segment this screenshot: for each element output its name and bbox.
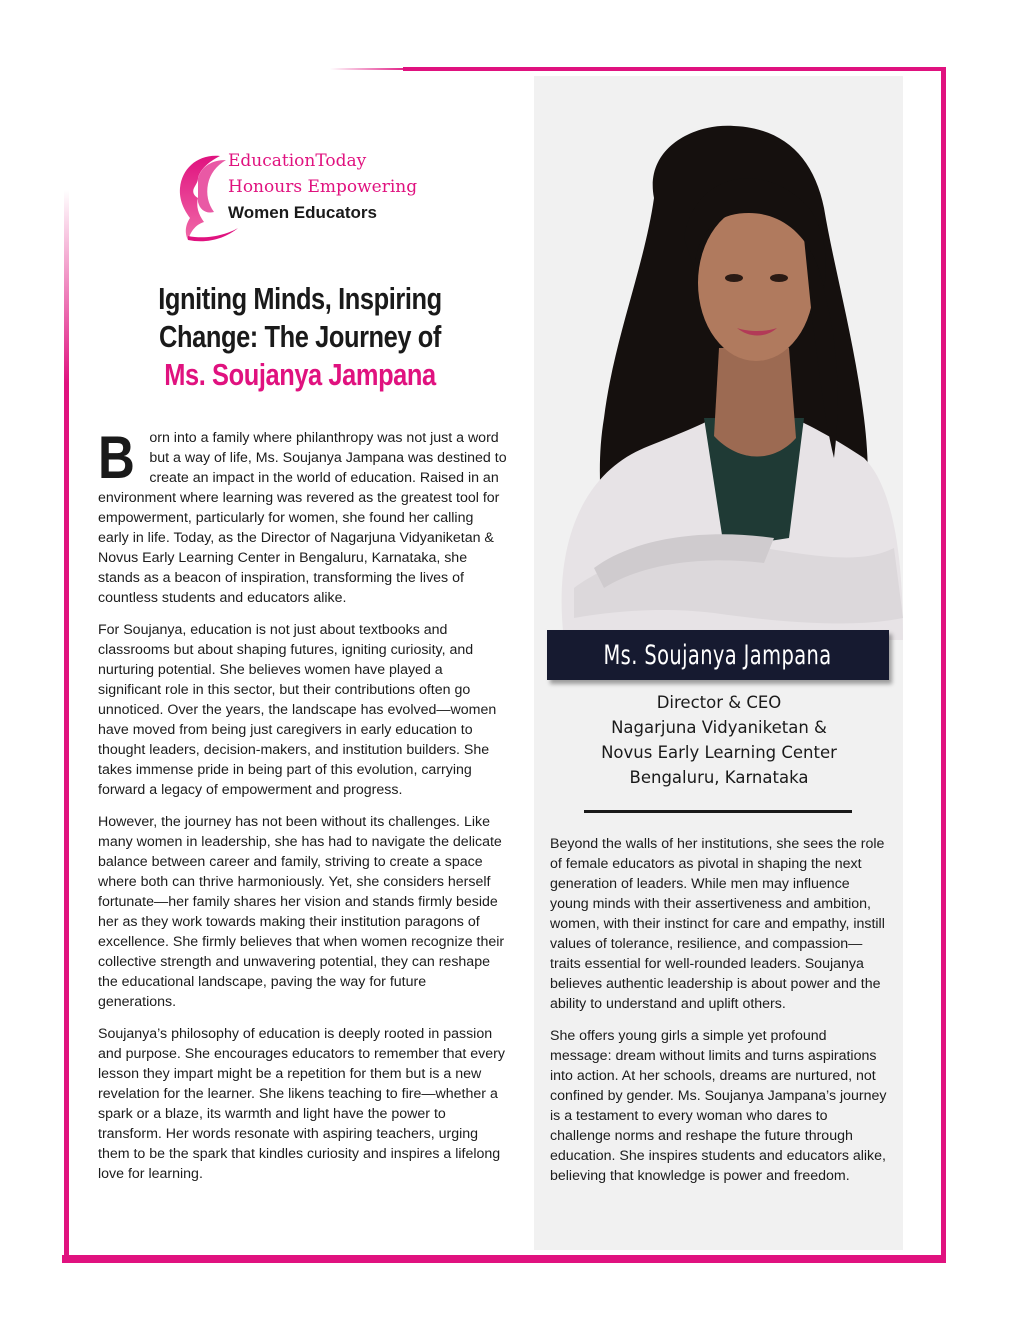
frame-right [941, 67, 946, 1263]
frame-top-taper [330, 68, 410, 70]
portrait-illustration [534, 118, 903, 640]
paragraph-4: Soujanya’s philosophy of education is deeply rooted in passion and purpose. She encourages educators to remember that every lesson they impart might be a repetition for them but is a new revelation for the learner. She likens teaching to fire—whether a spark or a blaze, its warmth and light have the power to transform. Her words resonate with aspiring teachers, urging them to be the spark that kindles curiosity and inspires a lifelong love for learning. [98, 1026, 505, 1182]
frame-top [403, 67, 945, 71]
profile-org-line-2: Novus Early Learning Center [601, 743, 837, 762]
profile-location: Bengaluru, Karnataka [629, 768, 809, 787]
headline-line-1: Igniting Minds, Inspiring [158, 281, 442, 316]
article-left-column [98, 424, 508, 1196]
logo-line-1: EducationToday [228, 151, 367, 171]
headline-name: Ms. Soujanya Jampana [164, 357, 436, 392]
logo-line-2: Honours Empowering [228, 177, 418, 197]
profile-name: Ms. Soujanya Jampana [603, 639, 833, 671]
profile-org-line-1: Nagarjuna Vidyaniketan & [611, 718, 827, 737]
logo-line-3: Women Educators [228, 203, 377, 222]
article-right-column [550, 834, 888, 1198]
headline-line-2: Change: The Journey of [159, 319, 441, 354]
profile-title: Director & CEO [656, 693, 782, 712]
paragraph-5: Beyond the walls of her institutions, she sees the role of female educators as pivotal in shaping the next generation of leaders. While men may influence young minds with their assertiveness and ambition, women, with their instinct for care and empathy, instill values of tolerance, resilience, and compassion—traits essential for well-rounded leaders. Soujanya believes authentic leadership is about power and the ability to understand and uplift others. [550, 836, 885, 1012]
frame-left [64, 190, 69, 1263]
education-today-logo [168, 148, 438, 238]
drop-cap: B [98, 424, 135, 491]
paragraph-1-text: orn into a family where philanthropy was not just a word but a way of life, Ms. Soujanya Jampana was destined to create an impact in the world of education. Raised in an environment where learning was revered as the greatest tool for empowerment, particularly for women, she found her calling early in life. Today, as the Director of Nagarjuna Vidyaniketan & Novus Early Learning Center in Bengaluru, Karnataka, she stands as a beacon of inspiration, transforming the lives of countless students and educators alike. [98, 430, 507, 606]
paragraph-3: However, the journey has not been without its challenges. Like many women in leadership, she has had to navigate the delicate balance between career and family, striving to create a space where both can thrive harmoniously. Yet, she considers herself fortunate—her family shares her vision and stands firmly beside her as they work towards making their institution paragons of excellence. She firmly believes that when women recognize their collective strength and unwavering potential, they can reshape the educational landscape, paving the way for future generations. [98, 814, 505, 1010]
frame-bottom [62, 1255, 946, 1263]
article-headline [144, 280, 456, 394]
name-plate [547, 630, 889, 680]
paragraph-1 [98, 424, 508, 608]
paragraph-2: For Soujanya, education is not just about textbooks and classrooms but about shaping futures, igniting curiosity, and nurturing potential. She believes women have played a significant role in this sector, but their contributions often go unnoticed. Over the years, the landscape has evolved—women have moved from being just caregivers in early education to thought leaders, decision-makers, and institution builders. She takes immense pride in being part of this evolution, carrying forward a legacy of empowerment and progress. [98, 622, 497, 798]
profile-role-block [548, 690, 890, 790]
paragraph-6: She offers young girls a simple yet profound message: dream without limits and turns aspirations into action. At her schools, dreams are nurtured, not confined by gender. Ms. Soujanya Jampana’s journey is a testament to every woman who dares to challenge norms and reshape the future through education. She inspires students and educators alike, believing that knowledge is power and freedom. [550, 1028, 887, 1184]
divider-rule [584, 810, 852, 813]
portrait-photo [534, 118, 903, 640]
